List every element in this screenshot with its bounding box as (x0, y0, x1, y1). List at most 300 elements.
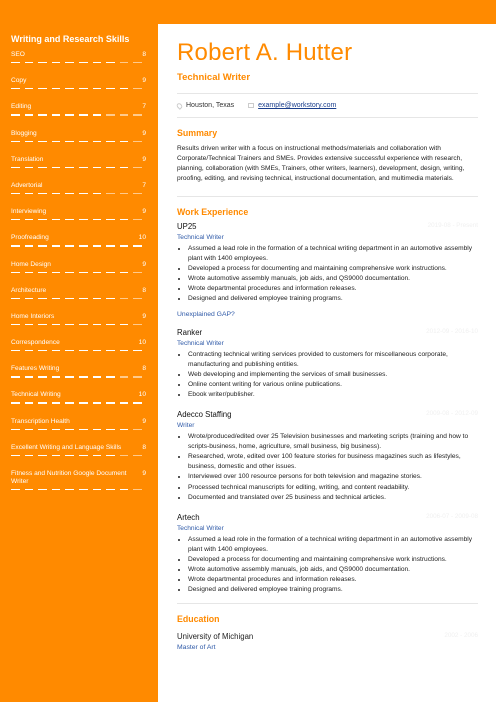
skill-level: 10 (138, 339, 146, 347)
skill-level-dash (65, 193, 74, 194)
skill-level-dash (25, 114, 34, 115)
skill-level-meter (11, 272, 148, 273)
skills-heading: Writing and Research Skills (11, 34, 130, 44)
job-bullets (177, 535, 478, 596)
skill-level-dash (120, 245, 129, 246)
skill-level-dash (52, 114, 61, 115)
job-bullets (177, 432, 478, 503)
job-entry (177, 410, 478, 503)
skill-level-dash (120, 62, 129, 63)
job-bullet: • Assumed a lead role in the formation of a technical writing department in an automotive assembly plant with 1400 employees. (188, 244, 478, 264)
skill-item (11, 234, 148, 260)
job-bullet: • Designed and delivered employee training programs. (188, 294, 478, 304)
company-name: Ranker (177, 327, 203, 337)
skill-level-dash (52, 167, 61, 168)
skill-level-dash (11, 245, 20, 246)
skill-level-dash (93, 114, 102, 115)
job-bullet: • Web developing and implementing the services of small businesses. (188, 370, 478, 380)
skill-level-dash (120, 272, 129, 273)
skill-level-dash (79, 489, 88, 490)
skill-level-meter (11, 114, 148, 115)
job-bullets (177, 244, 478, 305)
skill-level-meter (11, 489, 148, 490)
email-link[interactable]: example@workstory.com (258, 102, 337, 109)
job-entry (177, 513, 478, 596)
skill-level-dash (93, 489, 102, 490)
skill-level-dash (120, 114, 129, 115)
skill-row (11, 208, 148, 216)
skill-level-dash (106, 88, 115, 89)
skill-level-dash (52, 376, 61, 377)
skill-level-dash (52, 350, 61, 351)
job-bullet: • Documented and translated over 25 business and technical articles. (188, 493, 478, 503)
skill-level-dash (38, 219, 47, 220)
skill-item (11, 208, 148, 234)
skill-level-dash (79, 88, 88, 89)
skill-item (11, 313, 148, 339)
skill-row (11, 444, 148, 452)
job-bullet: • Wrote departmental procedures and information releases. (188, 575, 478, 585)
skill-level-dash (79, 298, 88, 299)
skill-level-dash (38, 245, 47, 246)
job-bullet: • Wrote/produced/edited over 25 Television businesses and marketing scripts (training and how to scripts-business, home, agriculture, small business, big business). (188, 432, 478, 452)
skill-item (11, 470, 148, 510)
skill-level-dash (93, 272, 102, 273)
skill-item (11, 418, 148, 444)
skill-level-dash (11, 350, 20, 351)
skill-name: Correspondence (11, 339, 60, 347)
skill-level-dash (65, 141, 74, 142)
skill-level-dash (106, 62, 115, 63)
job-bullet: • Interviewed over 100 resource persons for both television and magazine stories. (188, 472, 478, 482)
skill-level-dash (133, 88, 142, 89)
job-title: Technical Writer (177, 339, 224, 347)
skill-level-dash (133, 402, 142, 403)
contact-line (177, 102, 478, 109)
skill-level-dash (133, 114, 142, 115)
skill-level-dash (79, 193, 88, 194)
skill-level-dash (11, 62, 20, 63)
skill-level-dash (65, 245, 74, 246)
job-header (177, 513, 478, 522)
skill-level-dash (38, 62, 47, 63)
skill-row (11, 339, 148, 347)
skill-level-dash (65, 62, 74, 63)
skill-level-dash (106, 141, 115, 142)
skill-level-dash (52, 245, 61, 246)
skill-level-dash (93, 245, 102, 246)
skill-item (11, 365, 148, 391)
skill-level-dash (11, 376, 20, 377)
skill-level-dash (133, 219, 142, 220)
skill-level-dash (79, 350, 88, 351)
skill-level-dash (65, 114, 74, 115)
skill-row (11, 130, 148, 138)
skill-level: 10 (138, 234, 146, 242)
skill-level-dash (133, 324, 142, 325)
email-block (248, 102, 336, 109)
skill-level-dash (65, 219, 74, 220)
gap-note: Unexplained GAP? (177, 310, 235, 318)
skill-level-meter (11, 219, 148, 220)
company-name: Adecco Staffing (177, 410, 232, 420)
skill-level-dash (106, 114, 115, 115)
skill-level-dash (120, 219, 129, 220)
skill-level-dash (11, 114, 20, 115)
skill-level-dash (120, 489, 129, 490)
skill-level-dash (65, 429, 74, 430)
skill-level-dash (38, 429, 47, 430)
job-bullet: • Processed technical manuscripts for editing, writing, and content readability. (188, 483, 478, 493)
skill-level-dash (133, 298, 142, 299)
skill-level-dash (133, 193, 142, 194)
skill-level-dash (120, 298, 129, 299)
skill-level-dash (106, 219, 115, 220)
job-bullet: • Wrote automotive assembly manuals, job aids, and QS9000 documentation. (188, 274, 478, 284)
skill-level-dash (52, 88, 61, 89)
skill-level: 10 (138, 391, 146, 399)
skill-level-dash (106, 167, 115, 168)
skill-item (11, 339, 148, 365)
skill-level: 9 (142, 260, 146, 268)
skill-row (11, 103, 148, 111)
skill-level-dash (25, 219, 34, 220)
skill-level-dash (106, 272, 115, 273)
skill-level-dash (133, 167, 142, 168)
skill-level-dash (133, 62, 142, 63)
skill-level: 7 (142, 103, 146, 111)
jobs-list (177, 222, 478, 595)
skill-level-dash (25, 324, 34, 325)
skill-level: 8 (142, 365, 146, 373)
skill-row (11, 287, 148, 295)
skill-level-dash (25, 62, 34, 63)
experience-heading: Work Experience (177, 207, 249, 217)
skill-level-dash (120, 167, 129, 168)
job-bullets (177, 350, 478, 400)
skill-level-dash (133, 272, 142, 273)
skill-level-dash (38, 88, 47, 89)
job-bullet: • Ebook writer/publisher. (188, 390, 478, 400)
skill-level-dash (133, 245, 142, 246)
resume-main (158, 24, 496, 702)
job-entry (177, 222, 478, 305)
skill-level-dash (93, 219, 102, 220)
skill-level-dash (106, 324, 115, 325)
skill-level-dash (38, 324, 47, 325)
skill-level-dash (11, 167, 20, 168)
job-dates: 2009-08 - 2012-09 (426, 410, 478, 418)
skill-level-dash (11, 455, 20, 456)
skill-level-dash (133, 429, 142, 430)
job-bullet: • Designed and delivered employee training programs. (188, 585, 478, 595)
skill-level-dash (52, 489, 61, 490)
skill-name: Proofreading (11, 234, 49, 242)
skill-name: Fitness and Nutrition Google Document Writer (11, 470, 127, 485)
skill-level-dash (52, 402, 61, 403)
skill-level-meter (11, 455, 148, 456)
skill-name: Technical Writing (11, 391, 61, 399)
envelope-icon (248, 103, 254, 108)
skill-item (11, 444, 148, 470)
skill-level-meter (11, 429, 148, 430)
skill-level-dash (79, 402, 88, 403)
job-dates: 2006-07 - 2009-08 (426, 512, 478, 520)
skill-level-dash (120, 88, 129, 89)
skill-level-dash (65, 88, 74, 89)
company-name: Artech (177, 512, 200, 522)
skill-level-dash (79, 167, 88, 168)
skill-row (11, 313, 148, 321)
job-header (177, 328, 478, 337)
skill-level-dash (93, 455, 102, 456)
skill-level-dash (65, 350, 74, 351)
skill-level-dash (93, 62, 102, 63)
skill-level: 9 (142, 470, 146, 477)
skill-level-dash (106, 489, 115, 490)
skill-level: 8 (142, 443, 146, 451)
skill-level-dash (38, 141, 47, 142)
skill-level-dash (65, 324, 74, 325)
skill-level-dash (106, 455, 115, 456)
skill-level-dash (93, 324, 102, 325)
skill-level-dash (11, 429, 20, 430)
job-bullet: • Developed a process for documenting and maintaining comprehensive work instructions. (188, 264, 478, 274)
skill-name: Blogging (11, 129, 37, 137)
skill-level-dash (65, 455, 74, 456)
skill-level-meter (11, 350, 148, 351)
skill-level-dash (120, 141, 129, 142)
skill-row (11, 234, 148, 242)
skill-item (11, 287, 148, 313)
skill-level-dash (52, 141, 61, 142)
skill-level-dash (11, 219, 20, 220)
skills-sidebar (0, 0, 158, 702)
skill-item (11, 261, 148, 287)
summary-heading: Summary (177, 128, 218, 138)
skill-level-dash (65, 376, 74, 377)
job-dates: 2019-08 - Present (427, 222, 478, 229)
skill-level: 9 (142, 77, 146, 85)
skill-row (11, 470, 148, 486)
degree-name: Master of Art (177, 644, 216, 652)
divider (177, 603, 478, 604)
skill-level-dash (52, 62, 61, 63)
skill-row (11, 261, 148, 269)
job-title: Writer (177, 422, 195, 430)
skill-level-dash (120, 429, 129, 430)
job-entry (177, 328, 478, 400)
skill-level-dash (106, 376, 115, 377)
skill-row (11, 156, 148, 164)
skill-level-dash (52, 272, 61, 273)
skill-level-dash (79, 429, 88, 430)
skill-level-dash (11, 402, 20, 403)
skill-item (11, 156, 148, 182)
skill-level-dash (65, 402, 74, 403)
skill-level-dash (11, 88, 20, 89)
skill-name: SEO (11, 51, 25, 58)
skill-level-dash (106, 245, 115, 246)
skill-level-dash (52, 219, 61, 220)
skill-name: Architecture (11, 286, 47, 294)
skill-level-dash (38, 489, 47, 490)
skill-name: Interviewing (11, 208, 47, 216)
skill-name: Home Design (11, 260, 51, 268)
company-name: UP25 (177, 222, 197, 231)
skill-level-meter (11, 193, 148, 194)
skill-level-dash (65, 489, 74, 490)
skill-level-dash (25, 298, 34, 299)
skill-level-dash (133, 376, 142, 377)
skill-level-dash (106, 429, 115, 430)
skills-list (11, 51, 148, 510)
skill-level-dash (120, 376, 129, 377)
skill-level-dash (11, 141, 20, 142)
skill-level-dash (38, 298, 47, 299)
skill-level-meter (11, 324, 148, 325)
skill-row (11, 182, 148, 190)
skill-level: 7 (142, 181, 146, 189)
skill-level-dash (93, 429, 102, 430)
skill-level-dash (25, 272, 34, 273)
skill-level-dash (106, 402, 115, 403)
skill-level-dash (25, 402, 34, 403)
skill-level-dash (11, 489, 20, 490)
skill-level-dash (93, 402, 102, 403)
skill-level-dash (106, 193, 115, 194)
skill-level-dash (93, 88, 102, 89)
skill-level-meter (11, 245, 148, 246)
skill-level-dash (93, 141, 102, 142)
skill-row (11, 77, 148, 85)
divider (177, 117, 478, 118)
skill-level-dash (52, 429, 61, 430)
skill-level-dash (52, 324, 61, 325)
skill-level-meter (11, 376, 148, 377)
skill-level-dash (133, 455, 142, 456)
skill-level-dash (52, 193, 61, 194)
divider (177, 93, 478, 94)
skill-level-dash (25, 193, 34, 194)
skill-level-dash (133, 350, 142, 351)
skill-level-dash (11, 193, 20, 194)
skill-level-meter (11, 402, 148, 403)
skill-item (11, 391, 148, 417)
skill-level-dash (11, 272, 20, 273)
skill-level-meter (11, 88, 148, 89)
skill-level-dash (106, 350, 115, 351)
skill-name: Features Writing (11, 365, 60, 373)
skill-level-dash (38, 167, 47, 168)
skill-level-dash (65, 272, 74, 273)
job-bullet: • Assumed a lead role in the formation of a technical writing department in an automotive assembly plant with 1400 employees. (188, 535, 478, 555)
skill-level-dash (93, 376, 102, 377)
skill-row (11, 418, 148, 426)
skill-level-dash (79, 376, 88, 377)
school-name: University of Michigan (177, 632, 254, 642)
skill-level-dash (93, 193, 102, 194)
skill-level-dash (79, 114, 88, 115)
job-dates: 2012-09 - 2016-10 (426, 327, 478, 335)
skill-level-dash (120, 402, 129, 403)
job-bullet: • Researched, wrote, edited over 100 feature stories for business magazines such as lifestyles, business, domestic and other issues. (188, 452, 478, 472)
skill-level-dash (93, 298, 102, 299)
job-bullet: • Contracting technical writing services provided to customers for miscellaneous corporate, manufacturing and publishing entities. (188, 350, 478, 370)
skill-level-dash (120, 193, 129, 194)
education-entry (177, 632, 478, 641)
job-bullet: • Developed a process for documenting and maintaining comprehensive work instructions. (188, 555, 478, 565)
skill-level-dash (38, 272, 47, 273)
skill-level-dash (25, 245, 34, 246)
skill-level-dash (11, 324, 20, 325)
job-title: Technical Writer (177, 524, 224, 532)
location-pin-icon (176, 102, 184, 110)
skill-level-dash (133, 489, 142, 490)
skill-level-dash (25, 429, 34, 430)
skill-level: 9 (142, 155, 146, 163)
skill-level-meter (11, 167, 148, 168)
skill-level-dash (79, 272, 88, 273)
skill-level: 8 (142, 286, 146, 294)
skill-level-dash (133, 141, 142, 142)
skill-item (11, 182, 148, 208)
divider (177, 196, 478, 197)
skill-level: 9 (142, 129, 146, 137)
skill-row (11, 391, 148, 399)
skill-name: Editing (11, 103, 32, 111)
skill-item (11, 77, 148, 103)
skill-level-meter (11, 298, 148, 299)
skill-level-dash (52, 298, 61, 299)
skill-level-dash (25, 455, 34, 456)
skill-level-dash (25, 489, 34, 490)
candidate-role: Technical Writer (177, 72, 251, 83)
job-header (177, 410, 478, 419)
skill-level: 9 (142, 312, 146, 320)
skill-level-dash (38, 402, 47, 403)
skill-level-dash (79, 62, 88, 63)
skill-level-dash (25, 141, 34, 142)
location-text: Houston, Texas (186, 102, 235, 109)
skill-row (11, 51, 148, 59)
skill-level-dash (38, 193, 47, 194)
skill-level-dash (25, 88, 34, 89)
education-dates: 2002 - 2006 (444, 632, 478, 640)
job-bullet: • Wrote automotive assembly manuals, job aids, and QS9000 documentation. (188, 565, 478, 575)
summary-text: Results driven writer with a focus on instructional methods/materials and collaboration with Corporate/Technical Trainers and SMEs. Provides extensive successful experience with research, planning, collaboration (with SMEs, Trainers, other writers, learners), development, design, writing, proofing, editing, and revising technical, instructional documentation, and multimedia materials. (177, 145, 465, 182)
skill-level-dash (38, 114, 47, 115)
skill-level-dash (106, 298, 115, 299)
skill-name: Copy (11, 77, 27, 85)
education-heading: Education (177, 614, 220, 625)
job-bullet: • Online content writing for various online publications. (188, 380, 478, 390)
skill-level-meter (11, 62, 148, 63)
skill-name: Advertorial (11, 181, 43, 189)
skill-level-dash (38, 455, 47, 456)
skill-item (11, 130, 148, 156)
skill-level-dash (79, 455, 88, 456)
skill-level-dash (52, 455, 61, 456)
skill-level-dash (79, 324, 88, 325)
skill-level-dash (93, 167, 102, 168)
skill-level-dash (79, 245, 88, 246)
skill-level-meter (11, 141, 148, 142)
skill-level-dash (25, 376, 34, 377)
job-title: Technical Writer (177, 234, 224, 241)
skill-name: Excellent Writing and Language Skills (11, 443, 122, 451)
skill-level-dash (65, 167, 74, 168)
